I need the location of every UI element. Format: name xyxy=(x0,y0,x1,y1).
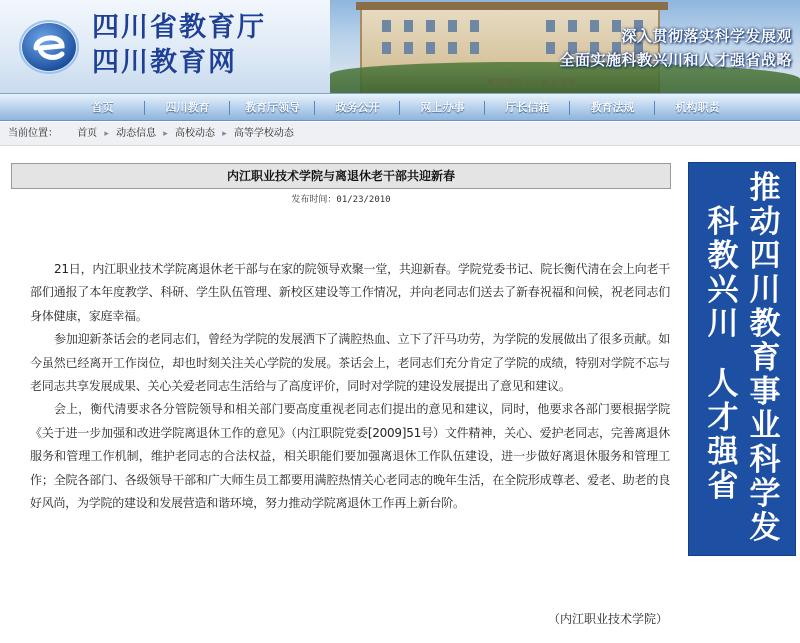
banner-char: 育 xyxy=(749,340,781,376)
article-body xyxy=(30,258,670,515)
publish-time xyxy=(0,192,682,205)
nav-item-government-affairs[interactable]: 政务公开 xyxy=(315,94,400,121)
site-title xyxy=(92,10,266,80)
banner-char: 事 xyxy=(749,374,781,410)
publish-date: 01/23/2010 xyxy=(336,195,391,205)
banner-char: 川 xyxy=(707,306,739,342)
breadcrumb-home[interactable]: 首页 xyxy=(77,128,98,139)
nav-item-regulations[interactable]: 教育法规 xyxy=(570,94,655,121)
article-paragraph: 参加迎新茶话会的老同志们，曾经为学院的发展洒下了满腔热血、立下了汗马功劳，为学院的发展做出了很多贡献。如今虽然已经离开工作岗位，却也时刻关注关心学院的发展。茶话会上，老同志们充分肯定了学院的成绩，特别对学院不忘与老同志共享发展成果、关心关爱老同志生活给与了高度评价，同时对学院的建设发展提出了意见和建议。 xyxy=(30,332,670,394)
banner-char: 科 xyxy=(707,204,739,240)
breadcrumb-separator-icon: ▸ xyxy=(163,129,168,139)
breadcrumb-separator-icon: ▸ xyxy=(222,129,227,139)
nav-item-institutions[interactable]: 机构职责 xyxy=(675,101,720,114)
breadcrumb-news[interactable]: 动态信息 xyxy=(116,128,157,139)
banner-char: 强 xyxy=(707,434,739,470)
slogan-line2: 全面实施科教兴川和人才强省战略 xyxy=(559,51,792,69)
nav-item-online-services[interactable]: 网上办事 xyxy=(400,94,485,121)
banner-column-1 xyxy=(745,171,785,545)
banner-char: 人 xyxy=(707,366,739,402)
banner-char: 动 xyxy=(749,204,781,240)
header-slogan xyxy=(559,24,792,72)
banner-char: 教 xyxy=(707,238,739,274)
main-nav xyxy=(0,93,800,121)
breadcrumb-separator-icon: ▸ xyxy=(104,129,109,139)
breadcrumb-label: 当前位置： xyxy=(8,128,58,139)
article-paragraph: 21日，内江职业技术学院离退休老干部与在家的院领导欢聚一堂，共迎新春。学院党委书记、院长衡代清在会上向老干部们通报了本年度教学、科研、学生队伍管理、新校区建设等工作情况，并向老同志们送去了新春祝福和问候，祝老同志们身体健康，家庭幸福。 xyxy=(30,262,670,323)
banner-char: 教 xyxy=(749,306,781,342)
banner-char: 发 xyxy=(749,510,781,546)
banner-char: 川 xyxy=(749,272,781,308)
banner-char: 科 xyxy=(749,442,781,478)
site-header xyxy=(0,0,800,93)
banner-char: 省 xyxy=(707,468,739,504)
banner-char: 兴 xyxy=(707,272,739,308)
site-title-line1: 四川省教育厅 xyxy=(92,12,266,43)
article-source: （内江职业技术学院） xyxy=(548,612,669,626)
slogan-line1: 深入贯彻落实科学发展观 xyxy=(621,27,792,45)
banner-char: 四 xyxy=(749,238,781,274)
breadcrumb xyxy=(0,122,800,146)
nav-item-sichuan-education[interactable]: 四川教育 xyxy=(145,94,230,121)
banner-char: 才 xyxy=(707,400,739,436)
banner-column-2 xyxy=(703,205,743,503)
nav-item-leaders[interactable]: 教育厅领导 xyxy=(230,94,315,121)
nav-item-director-mailbox[interactable]: 厅长信箱 xyxy=(485,94,570,121)
side-banner[interactable] xyxy=(688,162,796,556)
building-engraving: 郫江锦市十一届文学学 xyxy=(487,78,577,87)
article-title: 内江职业技术学院与离退休老干部共迎新春 xyxy=(11,163,671,189)
breadcrumb-university-news[interactable]: 高校动态 xyxy=(175,128,215,139)
banner-char: 推 xyxy=(749,170,781,206)
nav-item-home[interactable]: 首页 xyxy=(60,94,145,121)
breadcrumb-higher-ed-news[interactable]: 高等学校动态 xyxy=(233,128,294,139)
article-paragraph: 会上，衡代清要求各分管院领导和相关部门要高度重视老同志们提出的意见和建议，同时，他要求各部门要根据学院《关于进一步加强和改进学院离退休工作的意见》（内江职院党委[2009]51号）文件精神，关心、爱护老同志，完善离退休服务和管理工作机制，维护老同志的合法权益，相关职能们要加强离退休工作队伍建设，进一步做好离退休服务和管理工作；全院各部门、各级领导干部和广大师生员工都要用满腔热情关心老同志的晚年生活，在全院形成尊老、爱老、助老的良好风尚，为学院的建设和发展营造和谐环境，努力推动学院离退休工作再上新台阶。 xyxy=(30,402,670,511)
e-logo-icon[interactable] xyxy=(18,14,80,76)
banner-char: 业 xyxy=(749,408,781,444)
site-title-line2: 四川教育网 xyxy=(92,47,237,78)
banner-char: 学 xyxy=(749,476,781,512)
publish-label: 发布时间： xyxy=(291,195,337,205)
